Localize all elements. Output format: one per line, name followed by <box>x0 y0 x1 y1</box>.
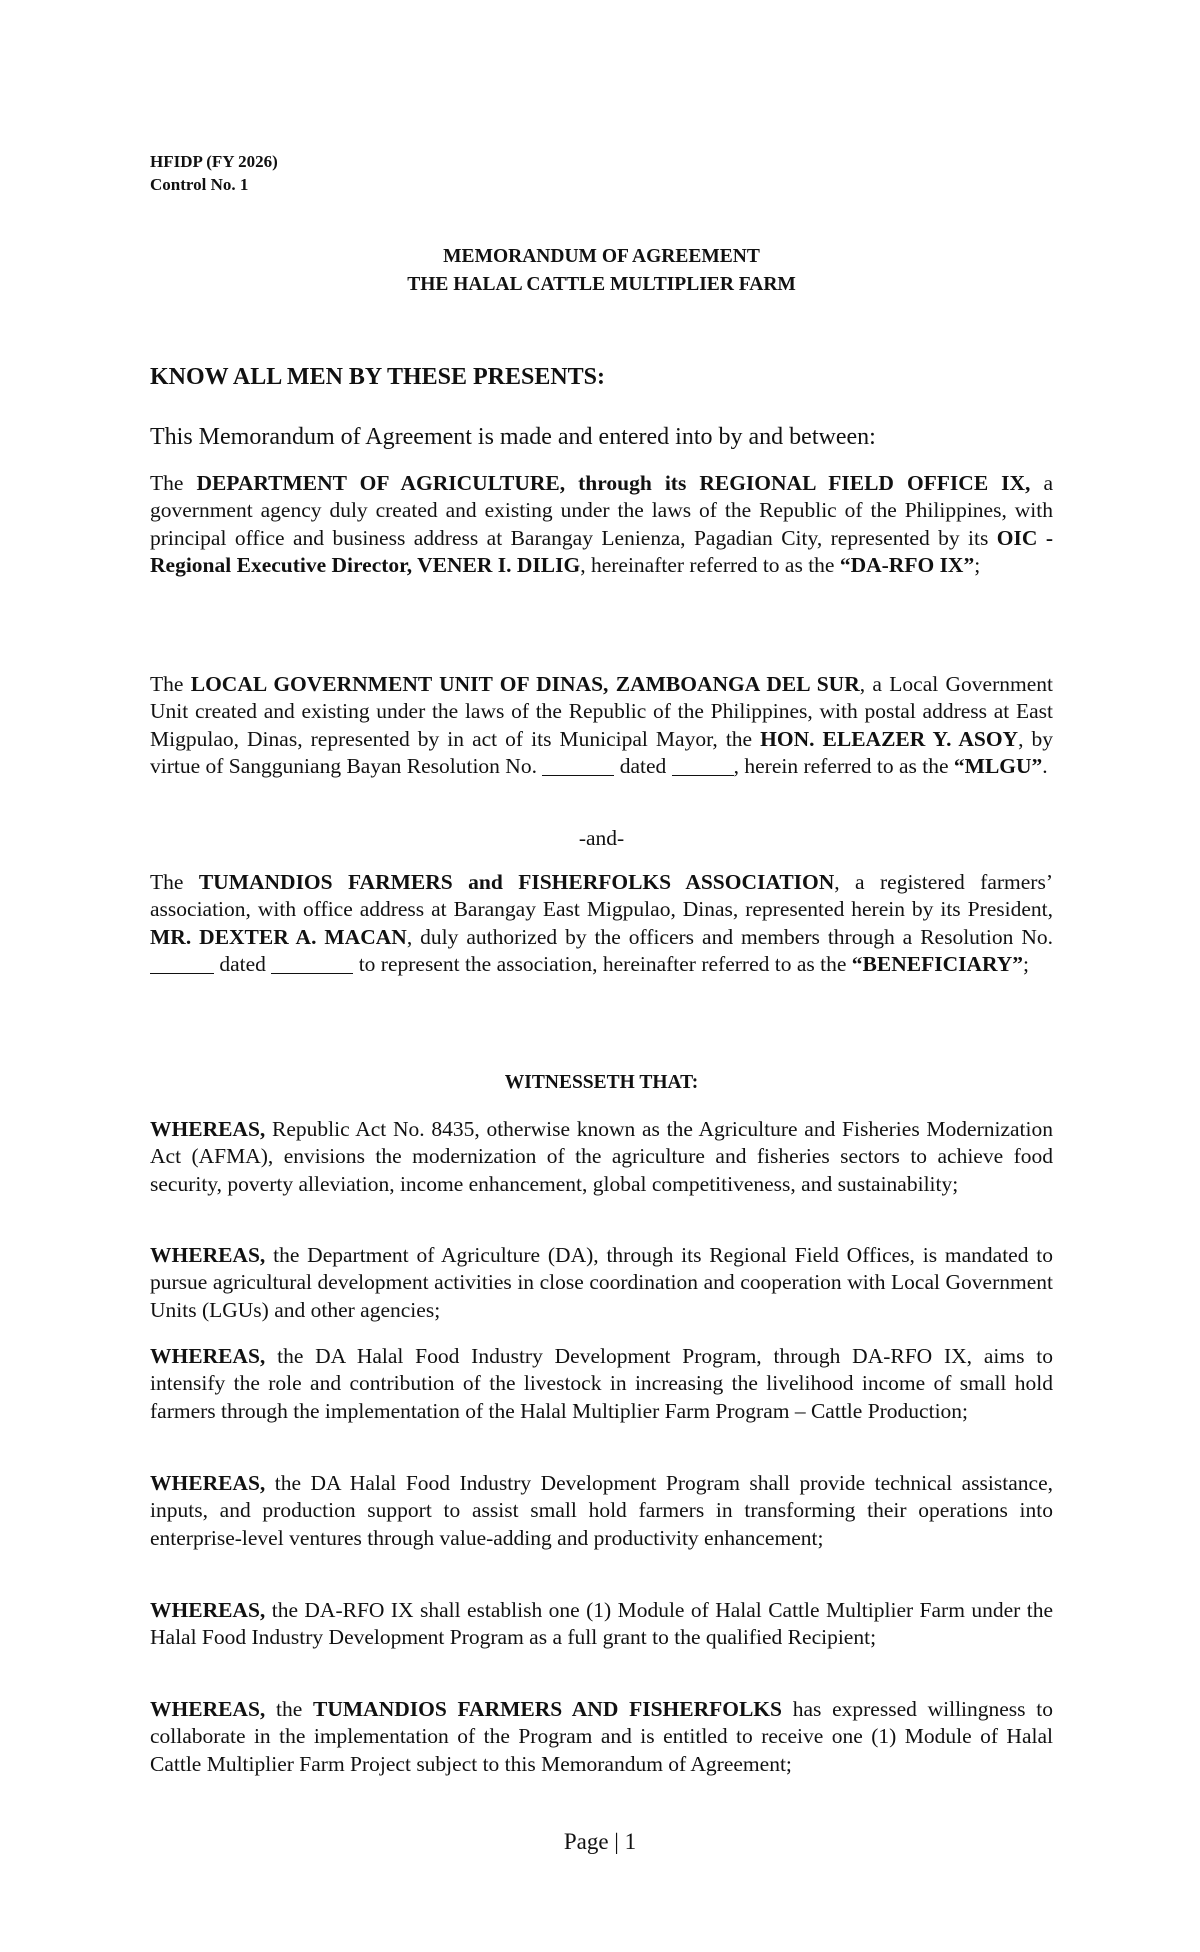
date-blank[interactable] <box>672 753 734 776</box>
whereas-clause <box>150 1242 1053 1324</box>
whereas-clause <box>150 1343 1053 1425</box>
whereas-clause <box>150 1116 1053 1198</box>
date-blank[interactable] <box>271 951 353 974</box>
representative: OIC - Regional Executive Director, VENER I. DILIG <box>150 525 1053 577</box>
whereas-clause <box>150 1696 1053 1778</box>
text: , a Local Government Unit created and existing under the laws of the Republic of the Philippines, with postal address at East Migpulao, Dinas, represented by in act of its Municipal Mayor, the <box>150 672 1053 751</box>
resolution-no-blank[interactable] <box>542 753 614 776</box>
page-number: Page | 1 <box>563 1829 637 1854</box>
clause-text: the DA Halal Food Industry Development Program, through DA-RFO IX, aims to intensify the role and contribution of the livestock in increasing the livelihood income of small hold farmers through the implementation of the Halal Multiplier Farm Program – Cattle Production; <box>150 1344 1053 1423</box>
party-beneficiary-paragraph <box>150 869 1053 978</box>
representative: HON. ELEAZER Y. ASOY <box>760 726 1019 751</box>
text: ; <box>974 552 981 577</box>
whereas-label: WHEREAS, <box>150 1243 266 1267</box>
text: , a registered farmers’ association, with office address at Barangay East Migpulao, Dinas, represented herein by its President, <box>150 870 1053 922</box>
party-name: LOCAL GOVERNMENT UNIT OF DINAS, ZAMBOANGA DEL SUR <box>190 672 860 696</box>
party-alias: “MLGU” <box>953 753 1043 778</box>
party-alias: “BENEFICIARY” <box>851 951 1024 976</box>
whereas-label: WHEREAS, <box>150 1697 266 1721</box>
text: The <box>150 870 199 894</box>
text: . <box>1042 753 1048 778</box>
control-number: Control No. 1 <box>150 175 249 194</box>
text: , herein referred to as the <box>733 753 954 778</box>
and-separator: -and- <box>578 826 625 850</box>
text: ; <box>1023 951 1030 976</box>
party-alias: “DA-RFO IX” <box>839 552 975 577</box>
text: dated <box>214 951 272 976</box>
document-title <box>150 243 1053 299</box>
clause-text: Republic Act No. 8435, otherwise known as the Agriculture and Fisheries Modernization Act (AFMA), envisions the modernization of the agriculture and fisheries sectors to achieve food security, poverty alleviation, income enhancement, global competitiveness, and sustainability; <box>150 1117 1053 1196</box>
clause-text: the DA Halal Food Industry Development Program shall provide technical assistance, inputs, and production support to assist small hold farmers in transforming their operations into enterprise-level ventures through value-adding and productivity enhancement; <box>150 1471 1053 1550</box>
whereas-clause <box>150 1470 1053 1552</box>
clause-text: the DA-RFO IX shall establish one (1) Module of Halal Cattle Multiplier Farm under the Halal Food Industry Development Program as a full grant to the qualified Recipient; <box>150 1598 1053 1650</box>
intro-text: This Memorandum of Agreement is made and entered into by and between: <box>150 424 876 450</box>
party-name: TUMANDIOS FARMERS AND FISHERFOLKS <box>313 1697 782 1721</box>
whereas-label: WHEREAS, <box>150 1598 266 1622</box>
party-name: TUMANDIOS FARMERS and FISHERFOLKS ASSOCIATION <box>198 870 835 894</box>
party-da-paragraph <box>150 470 1053 579</box>
text: The <box>150 471 197 495</box>
title-line-1: MEMORANDUM OF AGREEMENT <box>443 246 760 267</box>
text: , duly authorized by the officers and members through a Resolution No. <box>406 924 1053 949</box>
title-line-2: THE HALAL CATTLE MULTIPLIER FARM <box>407 274 796 295</box>
party-lgu-paragraph <box>150 671 1053 780</box>
resolution-no-blank[interactable] <box>150 951 214 974</box>
witnesseth-heading: WITNESSETH THAT: <box>504 1072 699 1093</box>
representative: MR. DEXTER A. MACAN <box>150 924 407 949</box>
whereas-label: WHEREAS, <box>150 1117 266 1141</box>
party-name: DEPARTMENT OF AGRICULTURE, through its REGIONAL FIELD OFFICE IX, <box>196 471 1031 495</box>
text: a government agency duly created and existing under the laws of the Republic of the Philippines, with principal office and business address at Barangay Lenienza, Pagadian City, represented by its <box>150 471 1053 550</box>
document-header <box>150 150 1053 196</box>
text: dated <box>614 753 672 778</box>
text: , by virtue of Sangguniang Bayan Resolution No. <box>150 726 1054 778</box>
whereas-clause <box>150 1597 1053 1652</box>
whereas-label: WHEREAS, <box>150 1471 266 1495</box>
clause-text: the Department of Agriculture (DA), through its Regional Field Offices, is mandated to pursue agricultural development activities in close coordination and cooperation with Local Government Units (LGUs) and other agencies; <box>150 1243 1053 1322</box>
text: The <box>150 672 191 696</box>
know-all-heading: KNOW ALL MEN BY THESE PRESENTS: <box>150 364 606 390</box>
clause-text: the <box>265 1697 314 1721</box>
whereas-label: WHEREAS, <box>150 1344 266 1368</box>
program-code: HFIDP (FY 2026) <box>150 152 278 171</box>
text: , hereinafter referred to as the <box>580 552 840 577</box>
clause-text: has expressed willingness to collaborate in the implementation of the Program and is entitled to receive one (1) Module of Halal Cattle Multiplier Farm Project subject to this Memorandum of Agreement; <box>150 1697 1053 1776</box>
text: to represent the association, hereinafter referred to as the <box>353 951 852 976</box>
